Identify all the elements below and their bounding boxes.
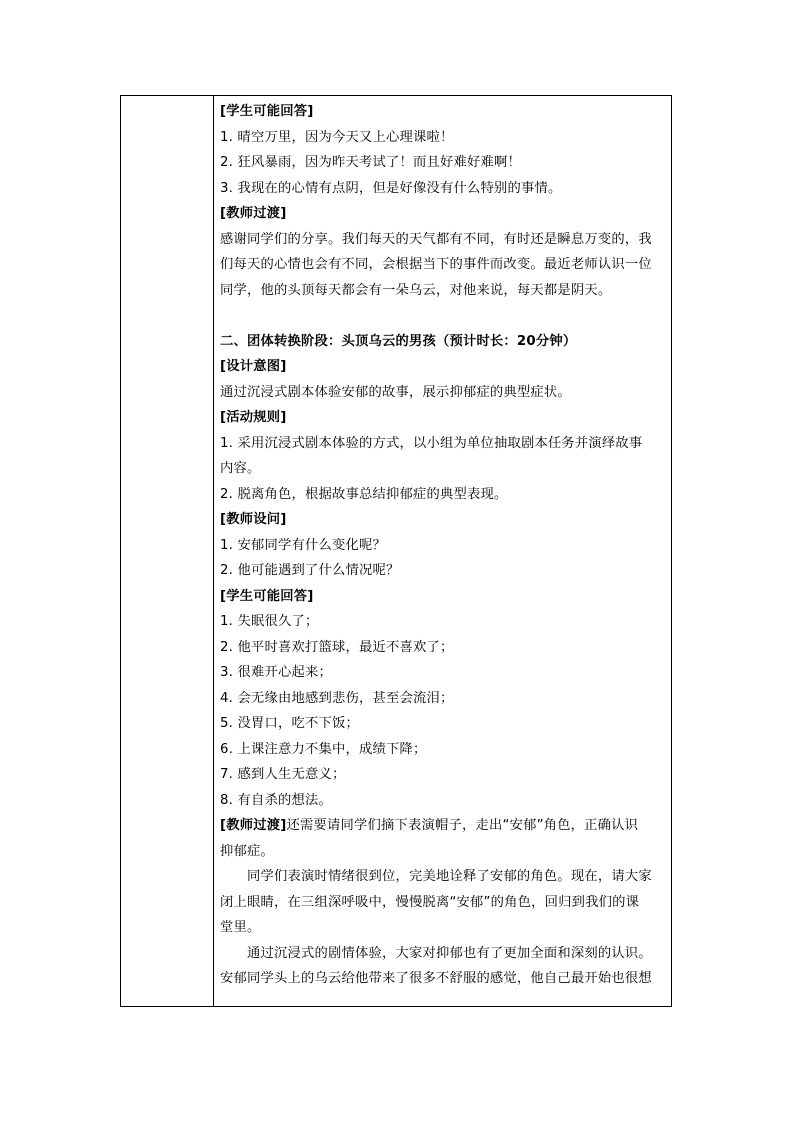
- answer-line: 4. 会无缘由地感到悲伤，甚至会流泪；: [220, 690, 454, 706]
- heading-teacher-transition: [教师过渡]: [220, 818, 287, 833]
- heading-teacher-question: [教师设问]: [220, 512, 287, 527]
- question-line: 1. 安郁同学有什么变化呢？: [220, 537, 386, 553]
- rule-line: 1. 采用沉浸式剧本体验的方式，以小组为单位抽取剧本任务并演绎故事: [220, 435, 643, 451]
- paragraph-line: 堂里。: [220, 920, 261, 935]
- column-divider: [213, 96, 214, 1006]
- content-cell: [220, 99, 670, 992]
- paragraph-line: 们每天的心情也会有不同，会根据当下的事件而改变。最近老师认识一位: [220, 257, 652, 272]
- transition-line: [220, 813, 670, 839]
- lesson-plan-table: [120, 95, 672, 1007]
- rule-line: 2. 脱离角色，根据故事总结抑郁症的典型表现。: [220, 486, 508, 502]
- paragraph-line: 安郁同学头上的乌云给他带来了很多不舒服的感觉，他自己最开始也很想: [220, 971, 652, 986]
- heading-student-answers: [学生可能回答]: [220, 104, 314, 119]
- answer-line: 3. 我现在的心情有点阴，但是好像没有什么特别的事情。: [220, 180, 562, 196]
- answer-line: 5. 没胃口，吃不下饭；: [220, 716, 359, 731]
- paragraph-line: 感谢同学们的分享。我们每天的天气都有不同，有时还是瞬息万变的，我: [220, 231, 652, 247]
- spacer: [220, 303, 670, 329]
- paragraph-line: 通过沉浸式的剧情体验，大家对抑郁也有了更加全面和深刻的认识。: [247, 945, 652, 961]
- answer-line: 7. 感到人生无意义；: [220, 767, 346, 782]
- heading-activity-rules: [活动规则]: [220, 410, 287, 425]
- heading-design-intent: [设计意图]: [220, 359, 287, 374]
- answer-line: 1. 晴空万里，因为今天又上心理课啦！: [220, 129, 454, 145]
- paragraph-line: 闭上眼睛，在三组深呼吸中，慢慢脱离“安郁”的角色，回归到我们的课: [220, 894, 640, 910]
- question-line: 2. 他可能遇到了什么情况呢？: [220, 563, 400, 578]
- answer-line: 2. 狂风暴雨，因为昨天考试了！而且好难好难啊！: [220, 155, 521, 170]
- rule-line: 内容。: [220, 461, 261, 476]
- answer-line: 3. 很难开心起来；: [220, 665, 332, 680]
- heading-teacher-transition: [教师过渡]: [220, 206, 287, 221]
- transition-text: 还需要请同学们摘下表演帽子，走出“安郁”角色，正确认识: [286, 818, 639, 833]
- paragraph-line: 通过沉浸式剧本体验安郁的故事，展示抑郁症的典型症状。: [220, 384, 571, 400]
- answer-line: 6. 上课注意力不集中，成绩下降；: [220, 741, 427, 757]
- paragraph-line: 同学，他的头顶每天都会有一朵乌云，对他来说，每天都是阴天。: [220, 282, 612, 298]
- section-title: 二、团体转换阶段：头顶乌云的男孩（预计时长：20分钟）: [220, 333, 577, 349]
- answer-line: 2. 他平时喜欢打篮球，最近不喜欢了；: [220, 639, 454, 655]
- paragraph-line: 同学们表演时情绪很到位，完美地诠释了安郁的角色。现在，请大家: [247, 869, 652, 884]
- answer-line: 1. 失眠很久了；: [220, 614, 319, 629]
- heading-student-answers: [学生可能回答]: [220, 588, 314, 604]
- paragraph-line: 抑郁症。: [220, 843, 274, 859]
- answer-line: 8. 有自杀的想法。: [220, 792, 332, 808]
